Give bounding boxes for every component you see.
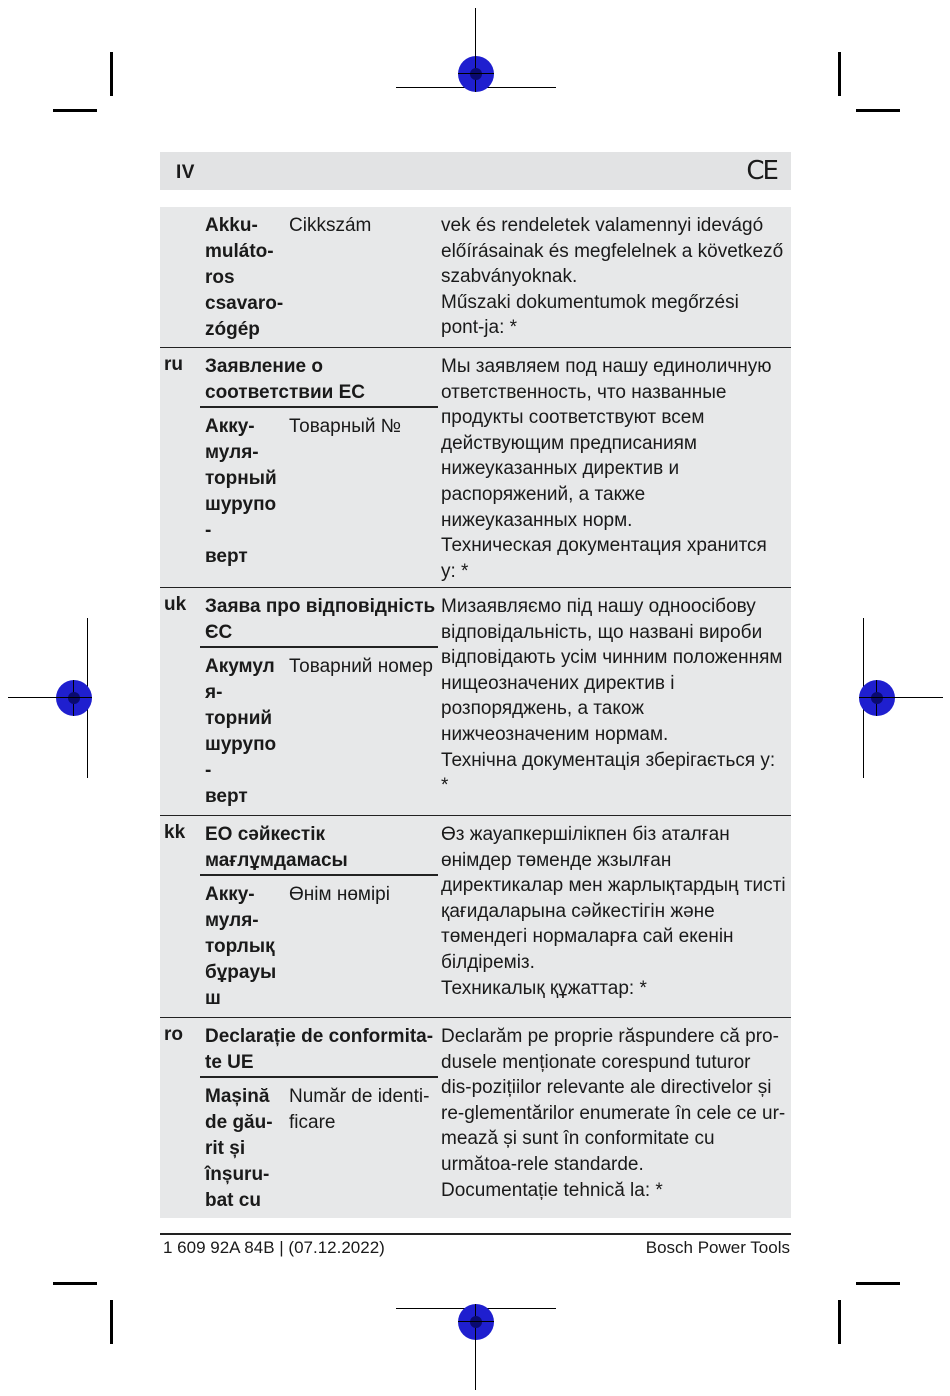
product-name: Mașină de gău- rit și înșuru- bat cu bbox=[205, 1086, 273, 1211]
documentation-note: Техникалық құжаттар: * bbox=[441, 977, 647, 999]
table-row bbox=[160, 207, 791, 348]
crop-mark bbox=[53, 109, 97, 112]
declaration-title: Declarație de conformita-te UE bbox=[205, 1026, 434, 1073]
article-number-label: Cikkszám bbox=[289, 215, 372, 236]
divider bbox=[200, 1076, 438, 1078]
crop-mark bbox=[110, 52, 113, 96]
declaration-text bbox=[441, 594, 786, 799]
declaration-title: Заява про відповідність ЄС bbox=[205, 596, 436, 643]
registration-target-icon bbox=[859, 680, 895, 716]
declaration-text bbox=[441, 354, 786, 584]
language-code: uk bbox=[164, 594, 187, 615]
language-code: kk bbox=[164, 822, 186, 843]
product-name: Akku- muláto- ros csavaro- zógép bbox=[205, 215, 284, 340]
declaration-text bbox=[441, 1024, 786, 1203]
divider bbox=[200, 874, 438, 876]
brand-name: Bosch Power Tools bbox=[645, 1238, 790, 1257]
divider bbox=[200, 406, 438, 408]
document-id: 1 609 92A 84B | (07.12.2022) bbox=[163, 1238, 385, 1257]
footer-divider bbox=[160, 1233, 791, 1235]
language-code: ro bbox=[164, 1024, 183, 1045]
page-header bbox=[160, 152, 791, 190]
product-name: Акку- муля- торлық бұрауы ш bbox=[205, 884, 277, 1009]
language-code: ru bbox=[164, 354, 183, 375]
table-row bbox=[160, 1018, 791, 1218]
documentation-note: Documentație tehnică la: * bbox=[441, 1179, 663, 1201]
declaration-text bbox=[441, 822, 786, 1001]
crop-mark bbox=[110, 1300, 113, 1344]
declaration-table bbox=[160, 207, 791, 1218]
crop-mark bbox=[53, 1282, 97, 1285]
declaration-paragraph: Declarăm pe proprie răspundere că pro-dusele menționate corespund tuturor dis-pozițiilor relevante ale directivelor și re-glementărilor enumerate în cele ce ur-mează și sunt în conformitate cu următoa-rele standarde. bbox=[441, 1026, 786, 1175]
table-row bbox=[160, 816, 791, 1018]
declaration-title: Заявление о соответствии ЕС bbox=[205, 356, 365, 403]
registration-target-icon bbox=[458, 1304, 494, 1340]
page-number: IV bbox=[176, 162, 195, 183]
registration-target-icon bbox=[458, 56, 494, 92]
declaration-text bbox=[441, 213, 786, 341]
declaration-paragraph: Мизаявляємо під нашу одноосібову відповідальність, що названі вироби відповідають усім чинним положенням нищеозначених директив і розпоряджень, а також нижчеозначеним нормам. bbox=[441, 596, 783, 745]
crop-mark bbox=[856, 109, 900, 112]
ce-mark-icon: CE bbox=[746, 156, 777, 186]
table-row bbox=[160, 348, 791, 588]
article-number-label: Товарний номер bbox=[289, 656, 433, 677]
declaration-paragraph: Мы заявляем под нашу единоличную ответственность, что названные продукты соответствуют всем действующим предписаниям нижеуказанных директив и распоряжений, а также нижеуказанных норм. bbox=[441, 356, 772, 531]
product-name: Акку- муля- торный шурупо - верт bbox=[205, 416, 277, 567]
declaration-paragraph: Өз жауапкершілікпен біз аталған өнімдер төменде жзылған директикалар мен жарлықтардың тисті қағидаларына сәйкестігін және төмендегі нормаларға сай екенін білдіреміз. bbox=[441, 824, 786, 973]
crop-mark bbox=[838, 1300, 841, 1344]
divider bbox=[200, 646, 438, 648]
crop-mark bbox=[838, 52, 841, 96]
article-number-label: Număr de identi-ficare bbox=[289, 1086, 430, 1133]
crop-mark bbox=[856, 1282, 900, 1285]
article-number-label: Өнім нөмірі bbox=[289, 884, 390, 905]
table-row bbox=[160, 588, 791, 816]
documentation-note: Műszaki dokumentumok megőrzési pont-ja: * bbox=[441, 291, 739, 339]
documentation-note: Техническая документация хранится у: * bbox=[441, 535, 767, 582]
declaration-title: ЕО сәйкестік мағлұмдамасы bbox=[205, 824, 348, 871]
article-number-label: Товарный № bbox=[289, 416, 402, 437]
declaration-paragraph: vek és rendeletek valamennyi idevágó előírásainak és megfelelnek a következő szabványoknak. bbox=[441, 215, 784, 288]
product-name: Акумул я- торний шурупо - верт bbox=[205, 656, 277, 807]
documentation-note: Технічна документація зберігається у: * bbox=[441, 749, 776, 797]
registration-target-icon bbox=[56, 680, 92, 716]
